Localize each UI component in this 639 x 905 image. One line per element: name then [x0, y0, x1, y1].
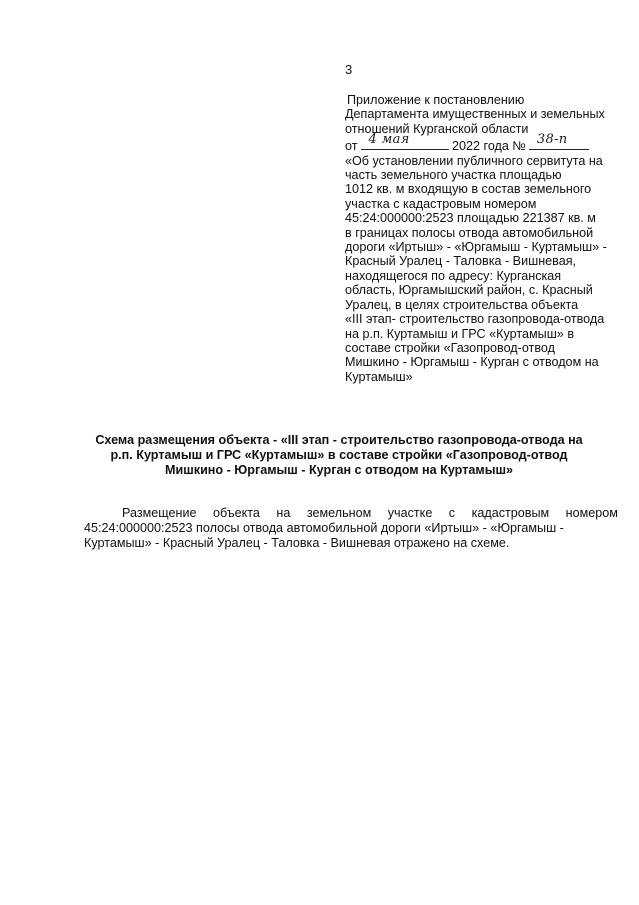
handwritten-date: 4 мая	[368, 132, 410, 148]
page-number: 3	[345, 62, 353, 77]
appendix-title-line: на р.п. Куртамыш и ГРС «Куртамыш» в	[345, 326, 575, 341]
appendix-title-line: «Об установлении публичного сервитута на	[345, 153, 603, 168]
appendix-title-line: 45:24:000000:2523 площадью 221387 кв. м	[345, 211, 596, 226]
heading-line-3: Мишкино - Юргамыш - Курган с отводом на Куртамыш»	[165, 463, 513, 477]
body-word: номером	[565, 506, 618, 520]
appendix-title-line: составе стройки «Газопровод-отвод	[345, 340, 555, 355]
appendix-title-line: участка с кадастровым номером	[345, 196, 537, 211]
handwritten-number: 38-п	[536, 132, 568, 148]
appendix-title-line: Мишкино - Юргамыш - Курган с отводом на	[345, 355, 599, 370]
appendix-line-3: отношений Курганской области	[345, 121, 529, 136]
heading-line-1: Схема размещения объекта - «III этап - строительство газопровода-отвода на	[95, 433, 583, 447]
scheme-heading	[70, 433, 608, 478]
body-word: земельном	[306, 506, 372, 520]
appendix-title-line: Уралец, в целях строительства объекта	[345, 297, 579, 312]
appendix-line-2: Департамента имущественных и земельных	[345, 107, 605, 122]
body-word: на	[276, 506, 291, 520]
body-word: Размещение	[122, 506, 197, 520]
appendix-title-line: Куртамыш»	[345, 369, 413, 384]
date-field	[361, 132, 449, 150]
date-prefix: от	[345, 139, 358, 154]
body-word: участке	[387, 506, 433, 520]
appendix-line-1: Приложение к постановлению	[347, 93, 525, 107]
appendix-block	[345, 93, 620, 384]
decree-date-line	[345, 132, 620, 154]
heading-line-2: р.п. Куртамыш и ГРС «Куртамыш» в составе стройки «Газопровод-отвод	[110, 448, 568, 462]
body-line-3: Куртамыш» - Красный Уралец - Таловка - Вишневая отражено на схеме.	[84, 536, 510, 550]
appendix-title-line: находящегося по адресу: Курганская	[345, 268, 562, 283]
appendix-title-line: часть земельного участка площадью	[345, 168, 562, 183]
appendix-title-line: Красный Уралец - Таловка - Вишневая,	[345, 254, 577, 269]
body-line-2: 45:24:000000:2523 полосы отвода автомобильной дороги «Иртыш» - «Юргамыш -	[84, 521, 564, 535]
number-field	[529, 132, 589, 150]
body-line-1	[84, 506, 618, 521]
body-word: объекта	[212, 506, 260, 520]
body-paragraph	[84, 506, 618, 551]
body-word: кадастровым	[471, 506, 550, 520]
appendix-title-line: «III этап- строительство газопровода-отвода	[345, 312, 605, 327]
appendix-title-line: 1012 кв. м входящую в состав земельного	[345, 182, 592, 197]
appendix-title-line: в границах полосы отвода автомобильной	[345, 225, 594, 240]
body-word: с	[448, 506, 456, 520]
appendix-title-line: дороги «Иртыш» - «Юргамыш - Куртамыш» -	[345, 240, 607, 255]
appendix-title-line: область, Юргамышский район, с. Красный	[345, 283, 593, 298]
year-text: 2022 года №	[452, 139, 526, 154]
